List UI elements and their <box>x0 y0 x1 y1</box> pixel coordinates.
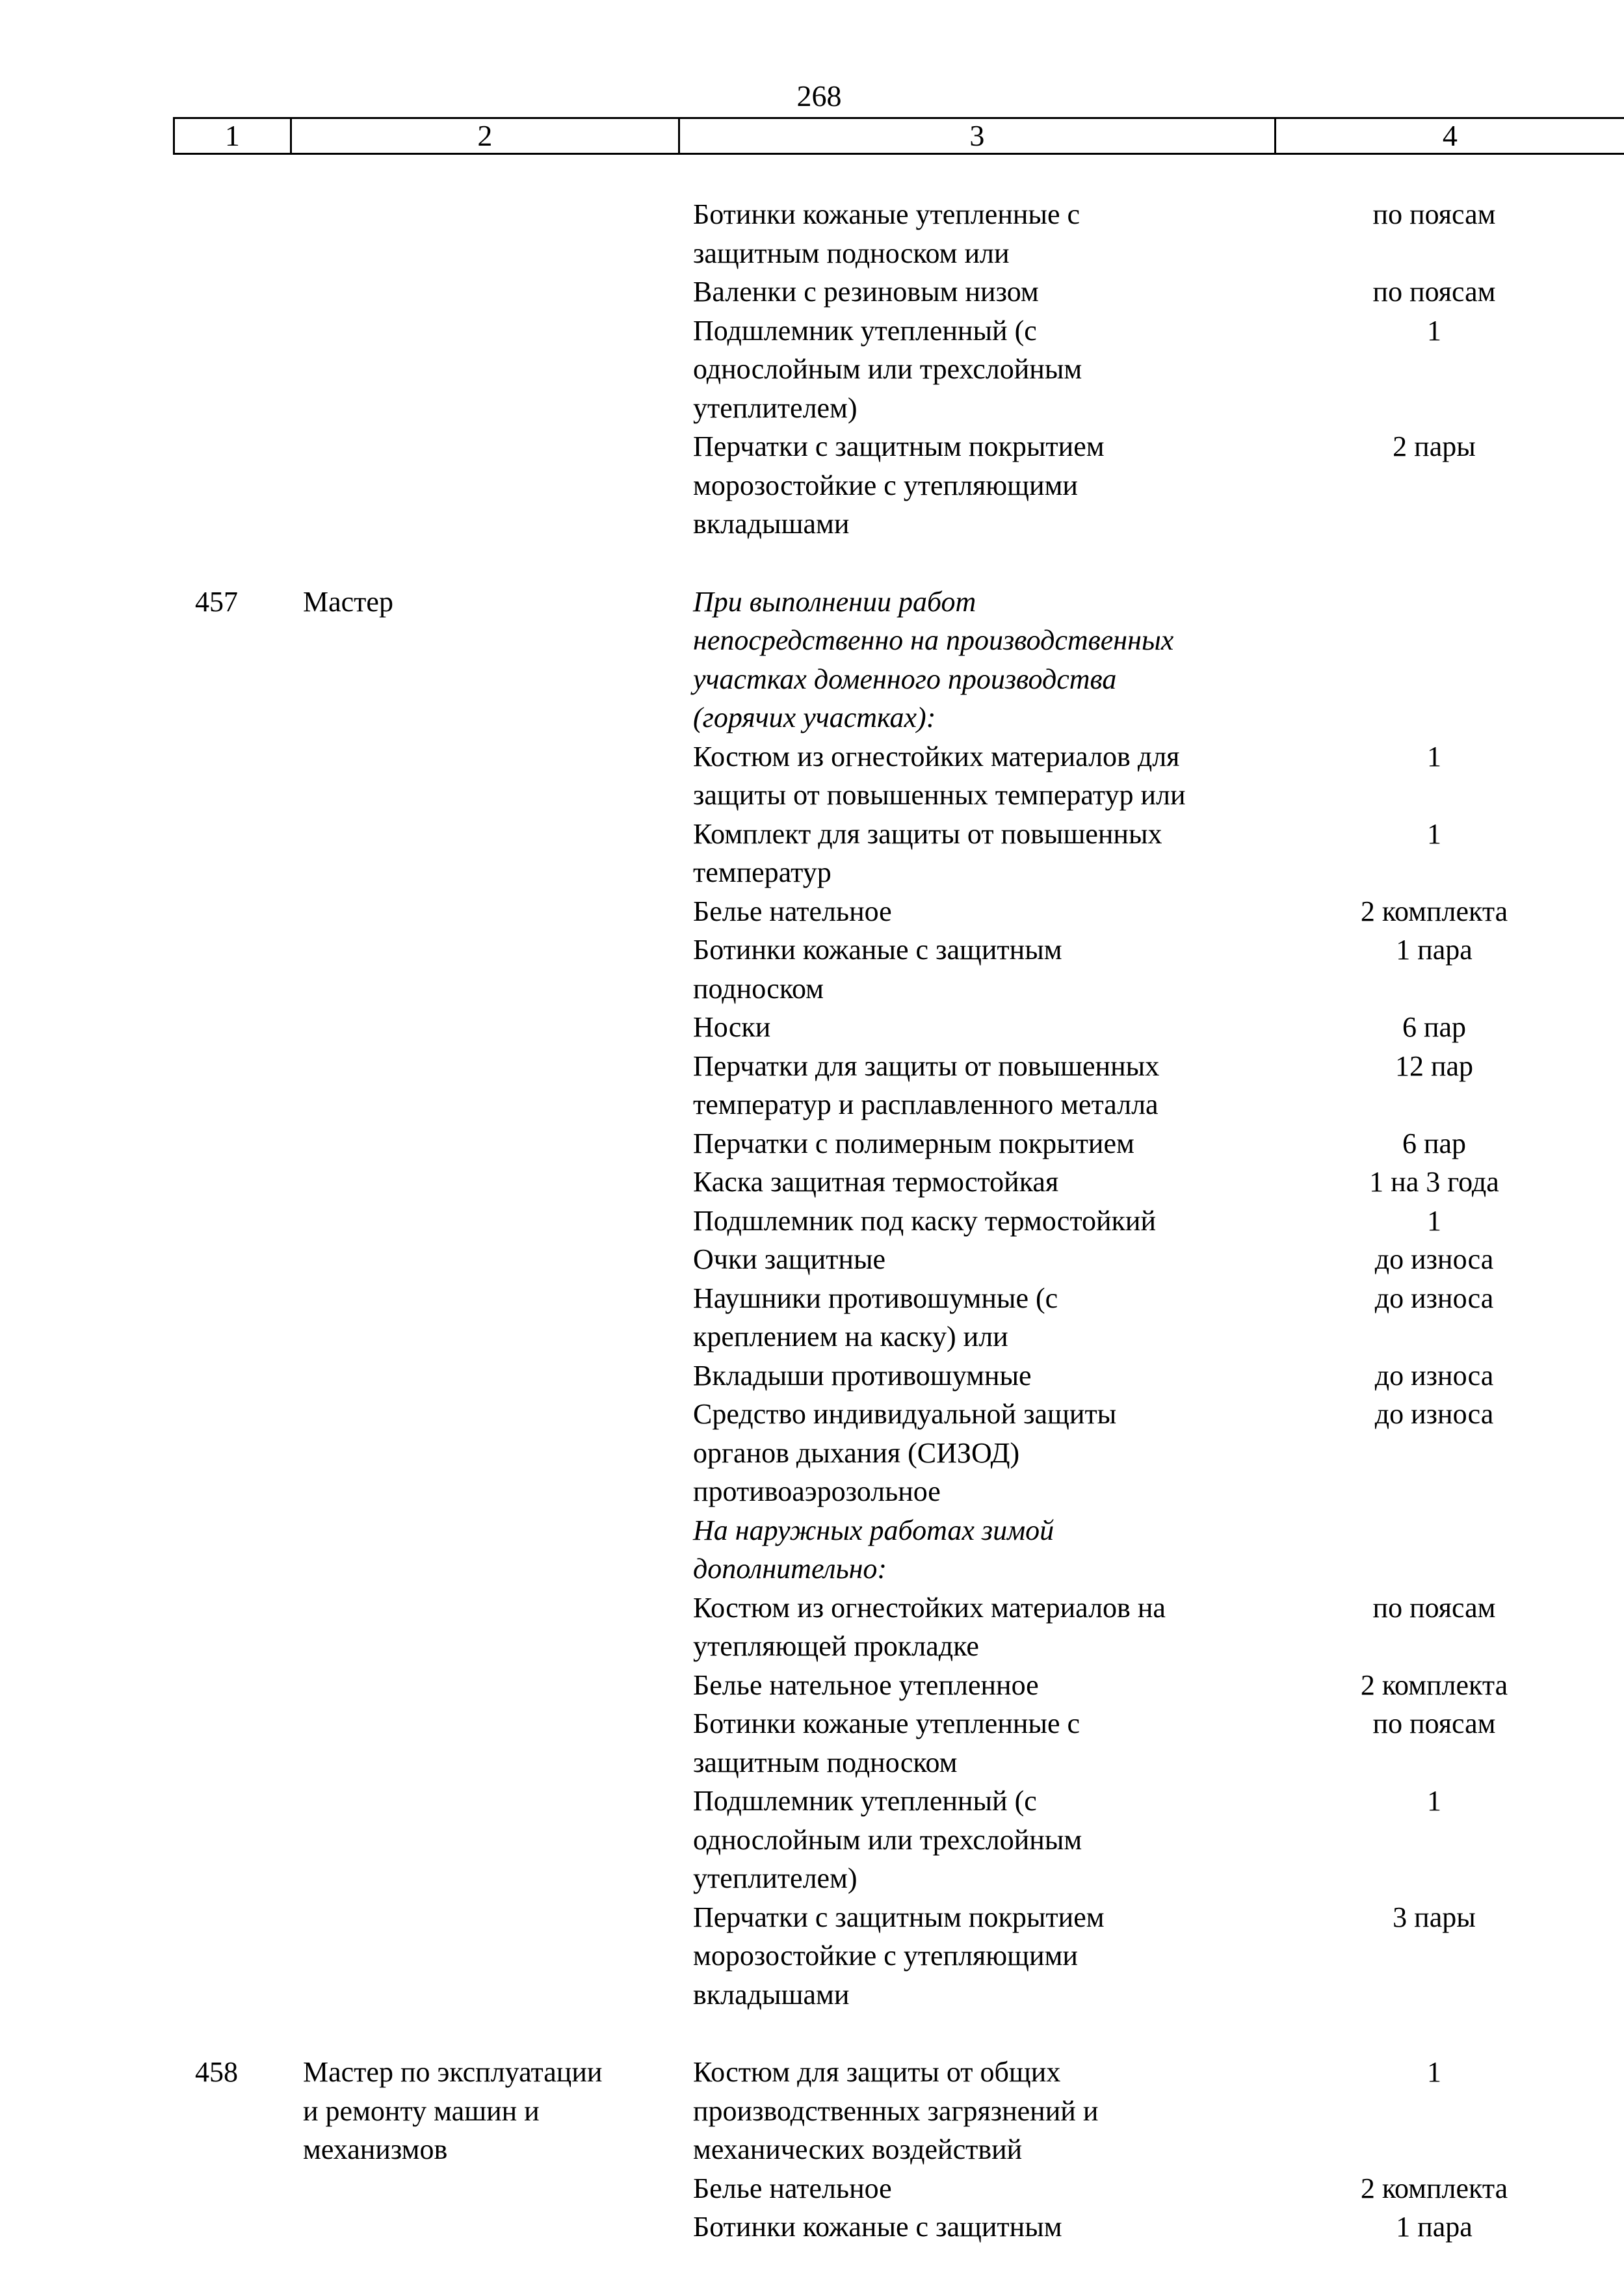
section-note: При выполнении работ непосредственно на производственных участках доменного производства (горячих участках): <box>693 585 1174 733</box>
equipment-item: Вкладыши противошумные <box>693 1359 1032 1392</box>
equipment-item: Комплект для защиты от повышенных температур <box>693 817 1162 888</box>
equipment-quantity: 6 пар <box>1402 1011 1467 1043</box>
equipment-item: Костюм для защиты от общих производственных загрязнений и механических воздействий <box>693 2056 1099 2165</box>
column-4-header: 4 <box>1442 119 1458 152</box>
equipment-row <box>693 2053 1624 2169</box>
equipment-quantity: 1 <box>1427 2056 1441 2088</box>
equipment-row <box>693 930 1624 1008</box>
column-2-header: 2 <box>292 119 680 153</box>
equipment-quantity: 1 <box>1427 314 1441 347</box>
equipment-item: Перчатки для защиты от повышенных температур и расплавленного металла <box>693 1049 1160 1120</box>
equipment-quantity: 6 пар <box>1402 1127 1467 1159</box>
column-1-header: 1 <box>175 119 292 153</box>
entry-row <box>0 2053 1624 2247</box>
column-3-header: 3 <box>680 119 1276 153</box>
equipment-item: Средство индивидуальной защиты органов дыхания (СИЗОД) противоаэрозольное <box>693 1398 1117 1507</box>
equipment-row <box>693 1782 1624 1898</box>
equipment-quantity: 12 пар <box>1395 1049 1474 1082</box>
equipment-item: Ботинки кожаные с защитным подноском <box>693 934 1062 1005</box>
equipment-row <box>693 1124 1624 1163</box>
equipment-row <box>693 1395 1624 1511</box>
entry-row <box>0 195 1624 544</box>
equipment-quantity: 1 <box>1427 1204 1441 1237</box>
equipment-row <box>693 195 1624 272</box>
equipment-quantity: до износа <box>1374 1243 1494 1275</box>
equipment-row <box>693 737 1624 815</box>
equipment-quantity: 2 комплекта <box>1360 2172 1508 2204</box>
entry-number: 458 <box>195 2056 238 2088</box>
equipment-item: Ботинки кожаные с защитным <box>693 2211 1062 2243</box>
equipment-row <box>693 1589 1624 1666</box>
equipment-row <box>693 1163 1624 1202</box>
equipment-item: Костюм из огнестойких материалов на утепляющей прокладке <box>693 1591 1166 1662</box>
equipment-quantity: 1 <box>1427 817 1441 850</box>
equipment-item: Подшлемник утепленный (с однослойным или трехслойным утеплителем) <box>693 314 1082 424</box>
equipment-quantity: по поясам <box>1372 198 1496 230</box>
equipment-item: Ботинки кожаные утепленные с защитным подноском <box>693 1708 1080 1778</box>
equipment-quantity <box>1311 583 1558 737</box>
equipment-quantity: до износа <box>1374 1398 1494 1430</box>
equipment-quantity: 1 пара <box>1396 2211 1473 2243</box>
equipment-item: Перчатки с защитным покрытием морозостойкие с утепляющими вкладышами <box>693 1901 1105 2011</box>
equipment-quantity: 2 комплекта <box>1360 895 1508 927</box>
equipment-quantity: по поясам <box>1372 1708 1496 1739</box>
equipment-item: Подшлемник утепленный (с однослойным или трехслойным утеплителем) <box>693 1785 1082 1894</box>
equipment-row <box>693 1008 1624 1047</box>
equipment-item: Костюм из огнестойких материалов для защиты от повышенных температур или <box>693 740 1186 811</box>
entry-row <box>0 583 1624 2014</box>
equipment-item: Каска защитная термостойкая <box>693 1166 1059 1198</box>
equipment-item: Перчатки с защитным покрытием морозостойкие с утепляющими вкладышами <box>693 430 1105 540</box>
equipment-row <box>693 1356 1624 1395</box>
equipment-list <box>693 195 1624 544</box>
equipment-row <box>693 2208 1624 2247</box>
section-note: На наружных работах зимой дополнительно: <box>693 1514 1054 1585</box>
job-title: Мастер по эксплуатации и ремонту машин и механизмов <box>303 2056 603 2165</box>
equipment-row <box>693 272 1624 311</box>
equipment-item: Подшлемник под каску термостойкий <box>693 1204 1156 1237</box>
equipment-quantity: до износа <box>1374 1282 1494 1314</box>
equipment-item: Белье нательное <box>693 895 892 927</box>
equipment-row <box>693 1511 1624 1589</box>
equipment-quantity: по поясам <box>1372 1591 1496 1624</box>
equipment-row <box>693 2169 1624 2208</box>
equipment-quantity: 1 на 3 года <box>1369 1166 1499 1198</box>
equipment-row <box>693 1047 1624 1124</box>
equipment-row <box>693 1202 1624 1241</box>
equipment-list <box>693 2053 1624 2247</box>
equipment-item: Очки защитные <box>693 1243 886 1275</box>
equipment-quantity <box>1311 1511 1558 1589</box>
equipment-quantity: 1 <box>1427 740 1441 772</box>
equipment-quantity: 1 пара <box>1396 934 1473 966</box>
page-number: 268 <box>796 79 842 112</box>
job-title: Мастер <box>303 585 393 618</box>
equipment-quantity: до износа <box>1374 1359 1494 1392</box>
table-body <box>0 195 1624 2286</box>
equipment-row <box>693 1240 1624 1279</box>
equipment-item: Перчатки с полимерным покрытием <box>693 1127 1134 1159</box>
equipment-list <box>693 583 1624 2014</box>
entry-number: 457 <box>195 585 238 618</box>
equipment-row <box>693 1666 1624 1705</box>
equipment-quantity: 2 пары <box>1393 430 1476 462</box>
equipment-row <box>693 311 1624 428</box>
equipment-row <box>693 815 1624 892</box>
equipment-quantity: по поясам <box>1372 276 1496 308</box>
equipment-row <box>693 1898 1624 2014</box>
equipment-quantity: 1 <box>1427 1785 1441 1817</box>
equipment-row <box>693 1704 1624 1782</box>
table-column-header <box>173 117 1624 155</box>
equipment-row <box>693 892 1624 931</box>
equipment-item: Валенки с резиновым низом <box>693 276 1039 308</box>
equipment-item: Белье нательное утепленное <box>693 1669 1039 1701</box>
equipment-item: Белье нательное <box>693 2172 892 2204</box>
equipment-quantity: 2 комплекта <box>1360 1669 1508 1701</box>
equipment-row <box>693 1279 1624 1356</box>
equipment-quantity: 3 пары <box>1393 1901 1476 1933</box>
equipment-item: Наушники противошумные (с креплением на каску) или <box>693 1282 1058 1353</box>
equipment-item: Ботинки кожаные утепленные с защитным подноском или <box>693 198 1080 269</box>
equipment-item: Носки <box>693 1011 771 1043</box>
equipment-row <box>693 583 1624 737</box>
equipment-row <box>693 427 1624 544</box>
